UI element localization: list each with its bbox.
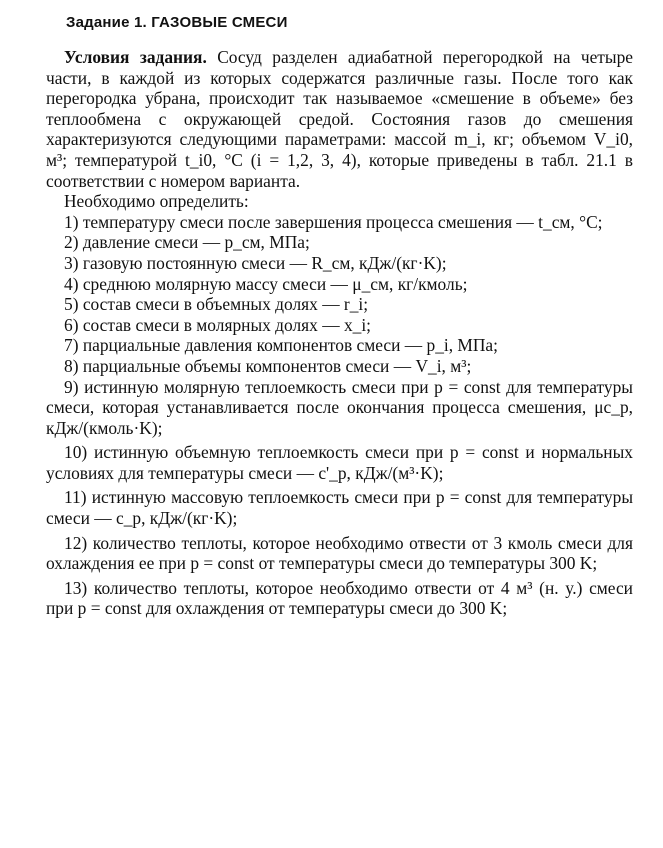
- list-item: 4) среднюю молярную массу смеси — μ_см, кг/кмоль;: [64, 273, 468, 294]
- list-item: 8) парциальные объемы компонентов смеси — V_i, м³;: [64, 355, 472, 376]
- intro-text: Сосуд разделен адиабатной перегородкой на четыре части, в каждой из которых содержатся различные газы. После того как перегородка убрана, происходит так называемое «смешение в объеме» без теплообмена с окружающей средой. Состояния газов до смешения характеризуются следующими параметрами: массой m_i, кг; объемом V_i0, м³; температурой t_i0, °C (i = 1,2, 3, 4), которые приведены в табл. 21.1 в соответствии с номером варианта.: [46, 47, 634, 191]
- list-item: 13) количество теплоты, которое необходимо отвести от 4 м³ (н. у.) смеси при p = const для охлаждения от температуры смеси до 300 K;: [46, 577, 633, 619]
- list-item: 9) истинную молярную теплоемкость смеси при p = const для температуры смеси, которая устанавливается после окончания процесса смешения, μc_p, кДж/(кмоль·K);: [46, 376, 633, 438]
- list-item: 3) газовую постоянную смеси — R_см, кДж/(кг·K);: [64, 252, 447, 273]
- task-title: Задание 1. ГАЗОВЫЕ СМЕСИ: [66, 14, 288, 31]
- list-item: 1) температуру смеси после завершения процесса смешения — t_см, °C;: [64, 211, 603, 232]
- need-heading: Необходимо определить:: [64, 191, 249, 212]
- list-item: 12) количество теплоты, которое необходимо отвести от 3 кмоль смеси для охлаждения ее при p = const от температуры смеси до температуры 300 K;: [46, 532, 633, 574]
- list-item: 5) состав смеси в объемных долях — r_i;: [64, 294, 369, 315]
- list-item: 11) истинную массовую теплоемкость смеси при p = const для температуры смеси — c_p, кДж/(кг·K);: [46, 487, 633, 529]
- list-item: 2) давление смеси — p_см, МПа;: [64, 232, 310, 253]
- list-item: 7) парциальные давления компонентов смеси — p_i, МПа;: [64, 335, 498, 356]
- intro-lead: Условия задания.: [64, 47, 207, 67]
- intro-paragraph: [46, 47, 633, 191]
- list-item: 6) состав смеси в молярных долях — x_i;: [64, 314, 372, 335]
- list-item: 10) истинную объемную теплоемкость смеси при p = const и нормальных условиях для температуры смеси — c'_p, кДж/(м³·K);: [46, 442, 633, 483]
